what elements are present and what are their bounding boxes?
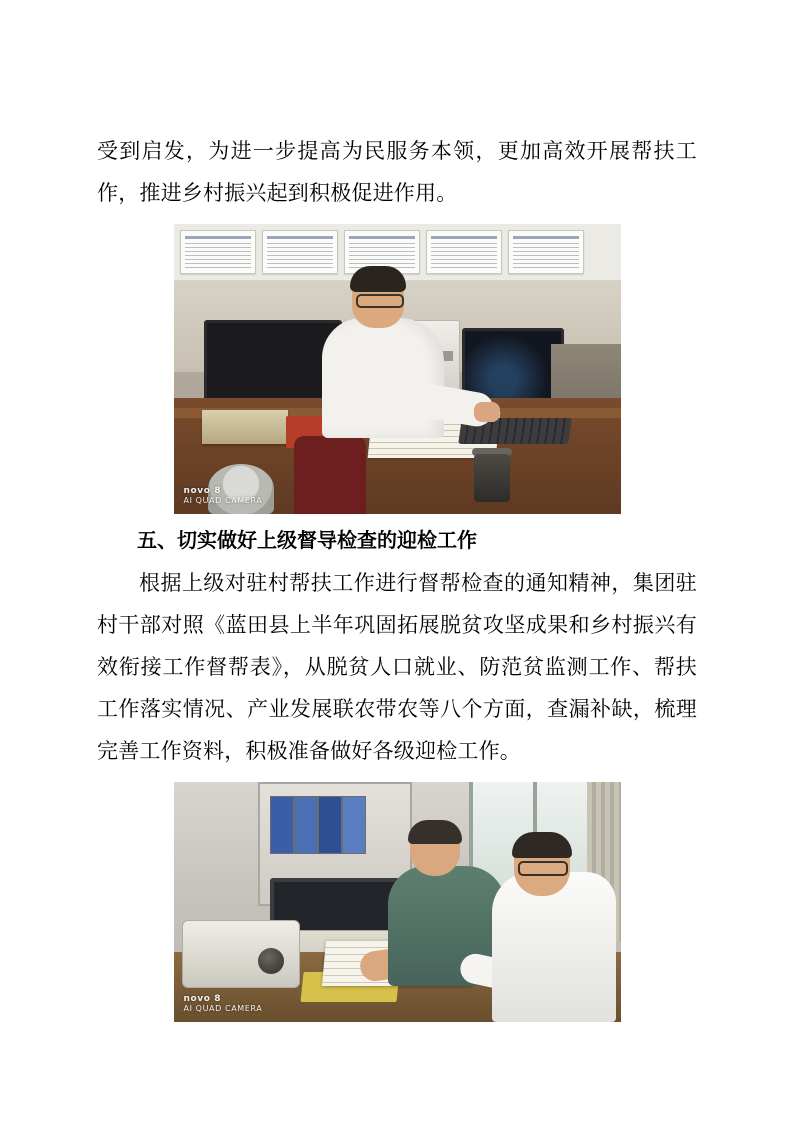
binder-folder xyxy=(318,796,342,854)
photo-2-watermark xyxy=(184,994,263,1014)
section-heading-five: 五、切实做好上级督导检查的迎检工作 xyxy=(137,530,477,552)
scanner-knob xyxy=(258,948,284,974)
person-b-hair xyxy=(512,832,572,858)
notice-poster xyxy=(262,230,338,274)
photo-1-watermark xyxy=(184,486,263,506)
person-hand xyxy=(474,402,500,422)
office-chair xyxy=(294,436,366,514)
person-hair xyxy=(350,266,406,292)
paragraph-inspection: 根据上级对驻村帮扶工作进行督帮检查的通知精神，集团驻村干部对照《蓝田县上半年巩固拓展脱贫攻坚成果和乡村振兴有效衔接工作督帮表》，从脱贫人口就业、防范贫监测工作、帮扶工作落实情况、产业发展联农带农等八个方面，查漏补缺，梳理完善工作资料，积极准备做好各级迎检工作。 xyxy=(97,571,697,763)
watermark-subtitle: AI QUAD CAMERA xyxy=(183,496,263,505)
paragraph-continuation: 受到启发，为进一步提高为民服务本领，更加高效开展帮扶工作，推进乡村振兴起到积极促进作用。 xyxy=(97,139,697,205)
binder-folder xyxy=(270,796,294,854)
watermark-subtitle: AI QUAD CAMERA xyxy=(183,1004,263,1013)
stacked-books xyxy=(202,410,288,444)
person-a-hair xyxy=(408,820,462,844)
watermark-brand: novo 8 xyxy=(183,994,222,1004)
notice-poster xyxy=(426,230,502,274)
person-b-torso xyxy=(492,872,616,1022)
notice-poster xyxy=(180,230,256,274)
binder-folder xyxy=(294,796,318,854)
watermark-brand: novo 8 xyxy=(183,486,222,496)
photo-2-container xyxy=(97,782,697,1022)
person-torso xyxy=(322,318,444,438)
glasses-icon xyxy=(356,294,404,308)
notice-poster xyxy=(508,230,584,274)
thermos-cup xyxy=(474,454,510,502)
document-body xyxy=(97,130,697,1028)
glasses-icon xyxy=(518,861,568,876)
photo-office-writing xyxy=(174,224,621,514)
photo-two-officials-reviewing xyxy=(174,782,621,1022)
photo-1-container xyxy=(97,224,697,514)
binder-folder xyxy=(342,796,366,854)
